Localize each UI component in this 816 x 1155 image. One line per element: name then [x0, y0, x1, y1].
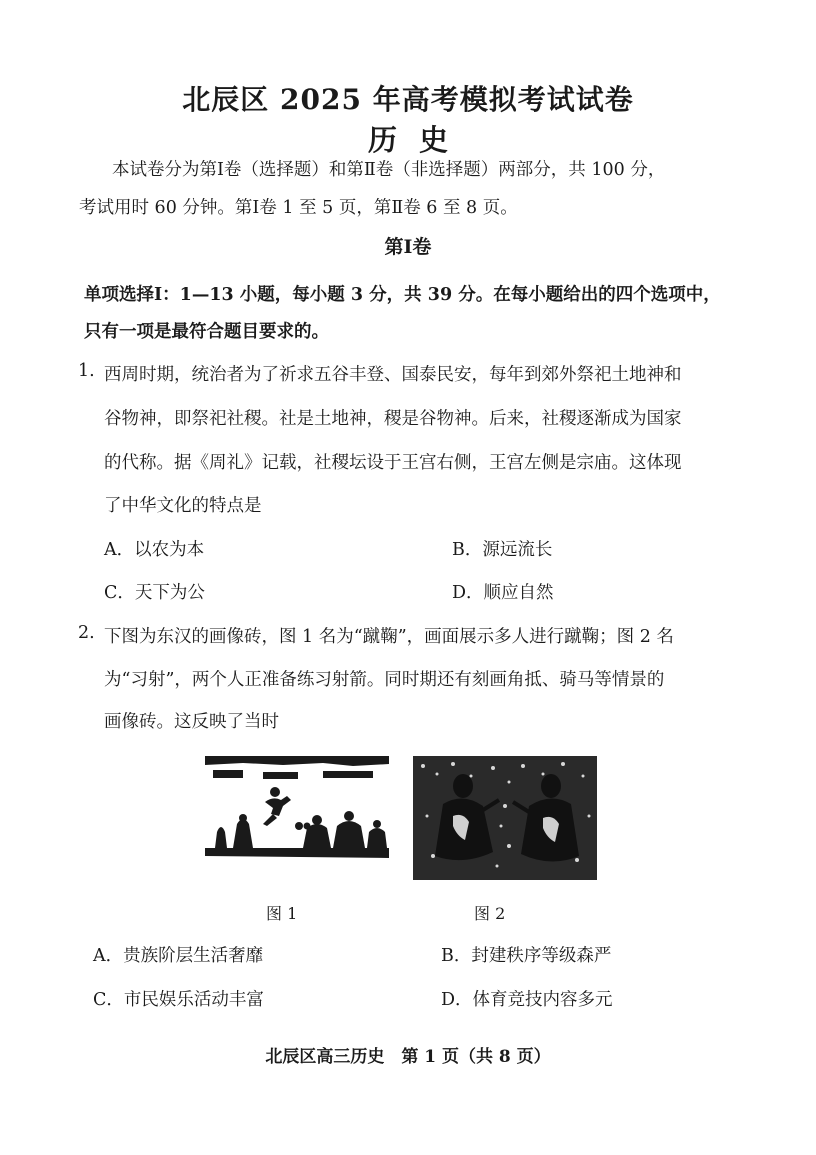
instruction-line-2: 只有一项是最符合题目要求的。	[84, 322, 329, 342]
question-2-option-c[interactable]: C．市民娱乐活动丰富	[93, 990, 264, 1010]
question-2-line-1: 下图为东汉的画像砖，图 1 名为“蹴鞠”，画面展示多人进行蹴鞠；图 2 名	[104, 627, 674, 647]
question-1-number: 1.	[78, 361, 95, 381]
figure-1-cuju-brick	[203, 752, 391, 862]
figure-2-caption: 图 2	[474, 904, 506, 923]
section-title: 第Ⅰ卷	[384, 236, 432, 258]
question-2-line-3: 画像砖。这反映了当时	[104, 712, 279, 732]
question-1-option-b[interactable]: B．源远流长	[452, 540, 553, 560]
page-footer: 北辰区高三历史 第 1 页（共 8 页）	[265, 1047, 551, 1067]
question-1-line-3: 的代称。据《周礼》记载，社稷坛设于王宫右侧，王宫左侧是宗庙。这体现	[104, 453, 682, 473]
question-2-option-b[interactable]: B．封建秩序等级森严	[441, 946, 612, 966]
figure-1-caption: 图 1	[266, 904, 298, 923]
question-1-option-a[interactable]: A．以农为本	[104, 540, 205, 560]
exam-title: 北辰区 2025 年高考模拟考试试卷	[182, 83, 634, 116]
question-2-line-2: 为“习射”，两个人正准备练习射箭。同时期还有刻画角抵、骑马等情景的	[104, 670, 665, 690]
intro-line-2: 考试用时 60 分钟。第Ⅰ卷 1 至 5 页，第Ⅱ卷 6 至 8 页。	[79, 198, 518, 218]
question-1-line-1: 西周时期，统治者为了祈求五谷丰登、国泰民安，每年到郊外祭祀土地神和	[104, 365, 682, 385]
question-1-option-d[interactable]: D．顺应自然	[452, 583, 554, 603]
question-2-number: 2.	[78, 623, 95, 643]
instruction-line-1: 单项选择Ⅰ：1—13 小题，每小题 3 分，共 39 分。在每小题给出的四个选项中，	[84, 285, 721, 305]
question-2-option-d[interactable]: D．体育竞技内容多元	[441, 990, 613, 1010]
question-1-line-4: 了中华文化的特点是	[104, 496, 262, 516]
question-1-line-2: 谷物神，即祭祀社稷。社是土地神，稷是谷物神。后来，社稷逐渐成为国家	[104, 409, 682, 429]
question-1-option-c[interactable]: C．天下为公	[104, 583, 205, 603]
question-2-option-a[interactable]: A．贵族阶层生活奢靡	[93, 946, 264, 966]
figure-2-archery-brick	[413, 756, 597, 880]
intro-line-1: 本试卷分为第Ⅰ卷（选择题）和第Ⅱ卷（非选择题）两部分，共 100 分，	[112, 160, 666, 180]
subject-title: 历史	[367, 123, 470, 157]
